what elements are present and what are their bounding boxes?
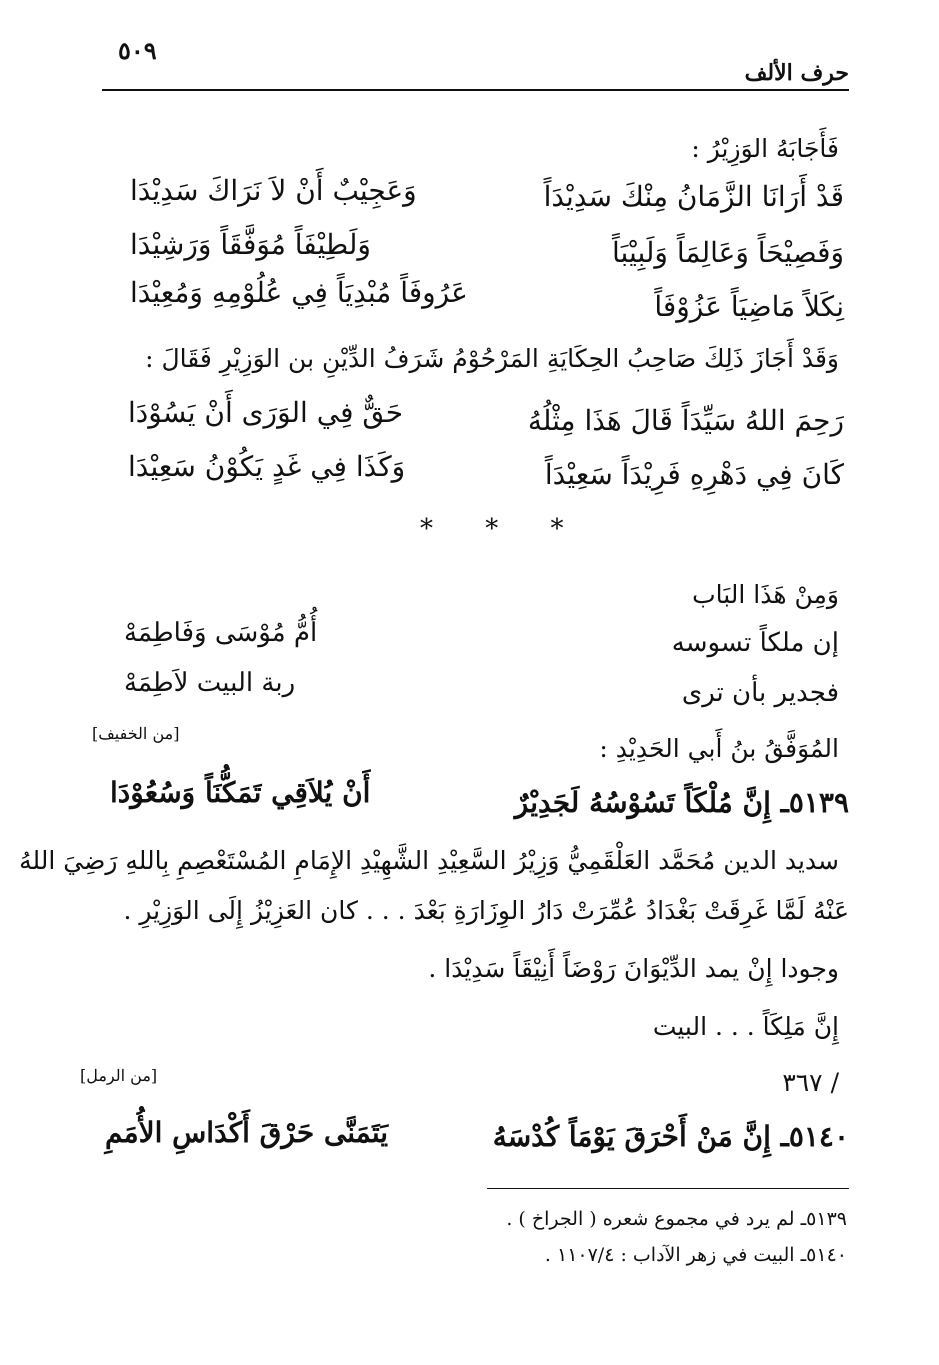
hemistich-right-c2: فجدير بأن ترى	[681, 678, 839, 708]
header-rule	[102, 89, 849, 91]
prose-line-1: سديد الدين مُحَمَّد العَلْقَمِيُّ وَزِيْرُ السَّعِيْدِ الشَّهِيْدِ الإِمَامِ المُسْتَعْصِمِ بِاللهِ رَضِيَ اللهُ	[19, 846, 839, 875]
hemistich-left-b2: وَكَذَا فِي غَدٍ يَكُوْنُ سَعِيْدَا	[128, 450, 406, 483]
reference-number: / ٣٦٧	[782, 1068, 839, 1097]
hemistich-right-a2: وَفَصِيْحَاً وَعَالِمَاً وَلَبِيْبَاً	[612, 236, 844, 269]
hemistich-left-b1: حَقٌّ فِي الوَرَى أَنْ يَسُوْدَا	[128, 396, 404, 429]
hemistich-right-a3: نِكَلاً مَاضِيَاً عَزُوْفَاً	[654, 290, 844, 323]
hemistich-right-b2: كَانَ فِي دَهْرِهِ فَرِيْدَاً سَعِيْدَاً	[544, 458, 844, 491]
poet-intro: المُوَفَّقُ بنُ أَبي الحَدِيْدِ :	[599, 734, 839, 763]
meter-label-ramal: [من الرمل]	[80, 1066, 158, 1085]
hemistich-right-a1: قَدْ أَرَانَا الزَّمَانُ مِنْكَ سَدِيْدَاً	[543, 180, 844, 213]
footnote-5139: ٥١٣٩ـ لم يرد في مجموع شعره ( الجراخ ) .	[506, 1208, 847, 1230]
chapter-title: حرف الألف	[744, 60, 849, 86]
ijaza-intro: وَقَدْ أَجَازَ ذَلِكَ صَاحِبُ الحِكَايَةِ المَرْحُوْمُ شَرَفُ الدِّيْنِ بن الوَزِيْرِ فَقَالَ :	[145, 344, 839, 373]
prose-line-4: إِنَّ مَلِكَاً . . . البيت	[652, 1012, 839, 1041]
hemistich-right-c1: إن ملكاً تسوسه	[671, 628, 839, 658]
page-number: ٥٠٩	[118, 36, 157, 65]
hemistich-left-c1: أُمُّ مُوْسَى وَفَاطِمَهْ	[124, 618, 318, 648]
meter-label-khafif: [من الخفيف]	[92, 724, 180, 743]
hemistich-left-c2: ربة البيت لاَطِمَهْ	[124, 668, 296, 698]
prose-line-3: وجودا إِنْ يمد الدِّيْوَانَ رَوْضَاً أَنِيْقَاً سَدِيْدَا .	[428, 954, 839, 983]
bab-intro: وَمِنْ هَذَا البَاب	[692, 580, 839, 609]
verse-5140-right: ٥١٤٠ـ إِنَّ مَنْ أَحْرَقَ يَوْمَاً كُدْسَهُ	[492, 1120, 849, 1153]
hemistich-left-a1: وَعَجِيْبٌ أَنْ لاَ نَرَاكَ سَدِيْدَا	[130, 174, 417, 207]
prose-line-2: عَنْهُ لَمَّا غَرِقَتْ بَغْدَادُ عُمِّرَتْ دَارُ الوِزَارَةِ بَعْدَ . . . كان العَزِيْزُ إِلَى الوَزِيْرِ .	[123, 896, 849, 925]
verse-5139-right: ٥١٣٩ـ إِنَّ مُلْكَاً تَسُوْسُهُ لَجَدِيْرٌ	[514, 786, 849, 819]
hemistich-left-a3: عَرُوفَاً مُبْدِيَاً فِي عُلُوْمِهِ وَمُعِيْدَا	[130, 276, 468, 309]
verse-5140-left: يَتَمَنَّى حَرْقَ أَكْدَاسِ الأُمَمِ	[105, 1116, 389, 1149]
section-separator: * * *	[420, 514, 586, 544]
footnote-5140: ٥١٤٠ـ البيت في زهر الآداب : ١١٠٧/٤ .	[544, 1244, 847, 1266]
verse-5139-left: أَنْ يُلاَقِي تَمَكُّنَاً وَسُعُوْدَا	[110, 776, 371, 809]
hemistich-left-a2: وَلَطِيْفَاً مُوَفَّقَاً وَرَشِيْدَا	[130, 228, 371, 261]
hemistich-right-b1: رَحِمَ اللهُ سَيِّدَاً قَالَ هَذَا مِثْلُهُ	[527, 404, 844, 437]
footnote-rule	[487, 1188, 849, 1189]
wazir-reply-intro: فَأَجَابَهُ الوَزِيْرُ :	[691, 134, 839, 163]
